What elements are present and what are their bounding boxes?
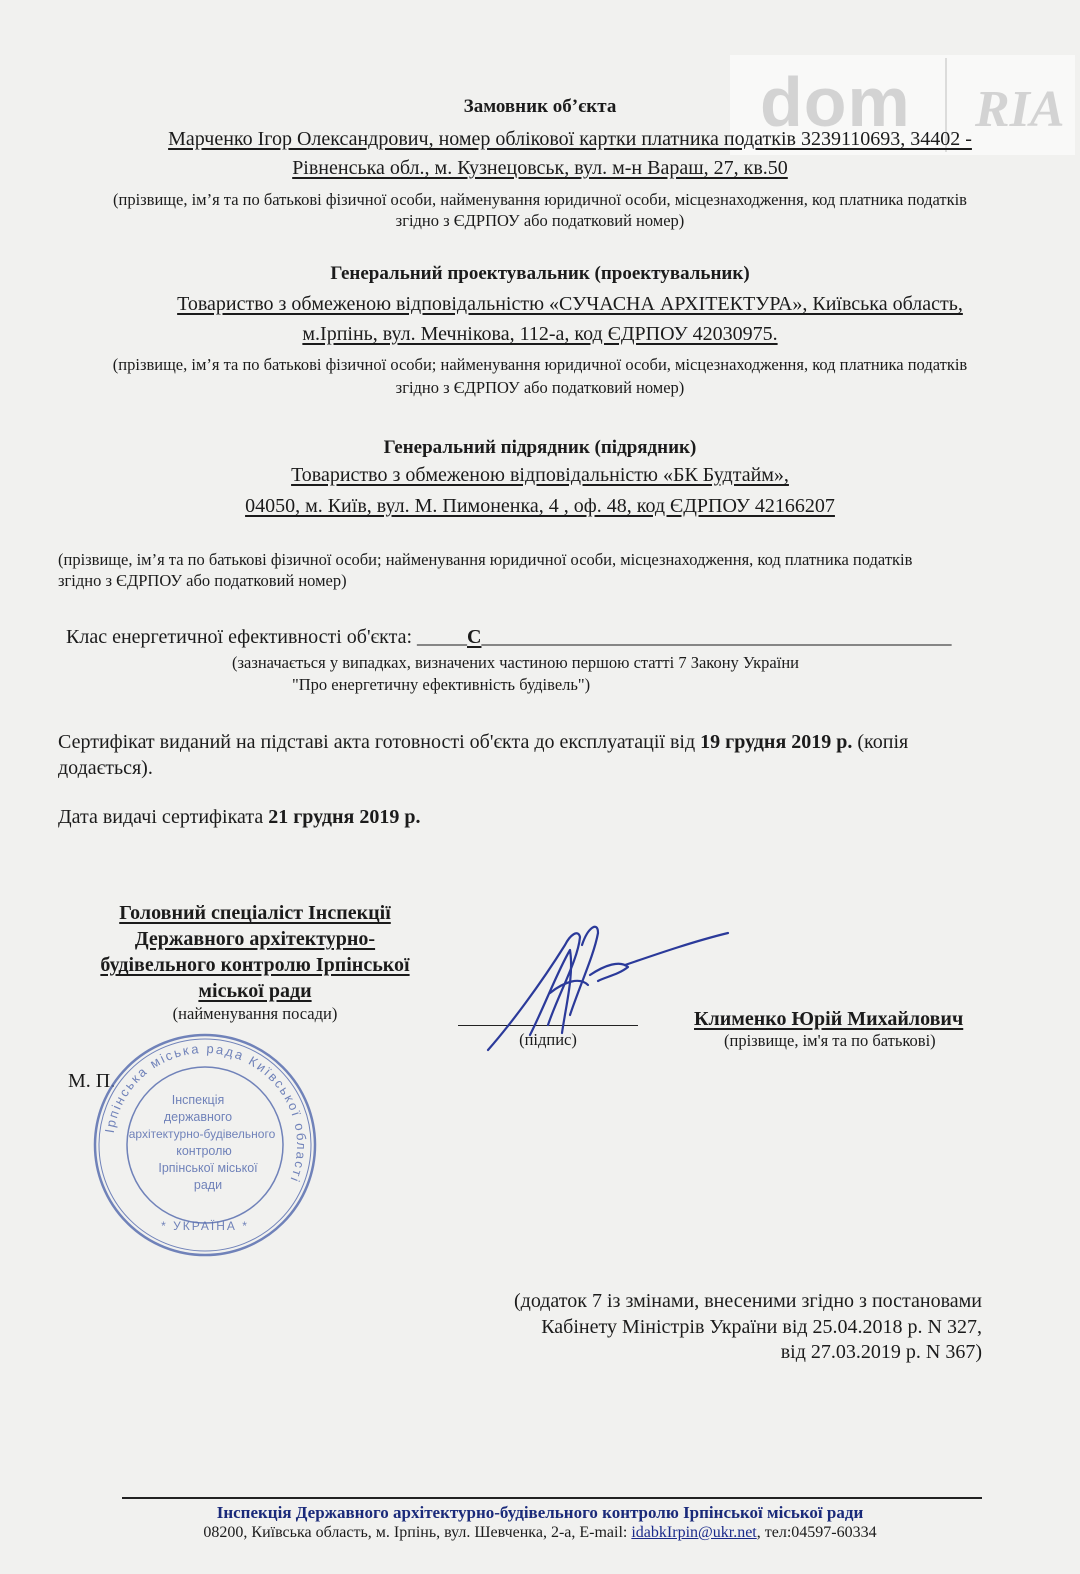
certificate-basis-tail: (копія <box>852 731 909 753</box>
handwritten-signature <box>470 915 740 1060</box>
certificate-basis-line1 <box>58 731 908 754</box>
appendix-line3: від 27.03.2019 р. N 367) <box>780 1341 982 1363</box>
stamp-center-line4: контролю <box>176 1144 232 1158</box>
certificate-basis-text: Сертифікат виданий на підставі акта готовності об'єкта до експлуатації від <box>58 731 701 753</box>
customer-line1: Марченко Ігор Олександрович, номер облікової картки платника податків 3239110693, 34402 - <box>168 128 972 150</box>
signatory-name-caption: (прізвище, ім'я та по батькові) <box>724 1031 936 1050</box>
stamp-center-line1: Інспекція <box>171 1093 225 1107</box>
contractor-note1: (прізвище, ім’я та по батькові фізичної особи; найменування юридичної особи, місцезнаходження, код платника податків <box>58 550 913 569</box>
energy-class-label: Клас енергетичної ефективності об'єкта: <box>66 626 413 648</box>
customer-note1: (прізвище, ім’я та по батькові фізичної особи, найменування юридичної особи, місцезнаходження, код платника податків <box>113 190 967 209</box>
watermark-ria-logo: RIA <box>975 81 1065 138</box>
contractor-line1: Товариство з обмеженою відповідальністю «БК Будтайм», <box>291 464 789 486</box>
energy-note1-text: (зазначається у випадках, визначених частиною першою статті 7 Закону України <box>232 653 800 672</box>
official-stamp <box>90 1030 320 1260</box>
signature-caption: (підпис) <box>519 1030 577 1049</box>
stamp-center-line2: державного <box>163 1110 233 1124</box>
issue-date-label: Дата видачі сертифіката <box>58 806 269 828</box>
footer-address: 08200, Київська область, м. Ірпінь, вул. Шевченка, 2-а, E-mail: <box>203 1524 632 1541</box>
signatory-name: Клименко Юрій Михайлович <box>694 1008 964 1030</box>
energy-class-value: С <box>467 626 482 648</box>
stamp-bottom-text: * УКРАЇНА * <box>161 1219 249 1233</box>
footer-phone: , тел:04597-60334 <box>756 1524 877 1541</box>
contractor-heading: Генеральний підрядник (підрядник) <box>383 437 697 458</box>
stamp-ring-text: Ірпінська міська рада Київської області <box>101 1040 310 1186</box>
designer-line1: Товариство з обмеженою відповідальністю «СУЧАСНА АРХІТЕКТУРА», Київська область, <box>177 293 963 315</box>
contractor-note2: згідно з ЄДРПОУ або податковий номер) <box>58 571 347 590</box>
contractor-line2: 04050, м. Київ, вул. М. Пимоненка, 4 , оф. 48, код ЄДРПОУ 42166207 <box>245 495 835 517</box>
appendix-line2: Кабінету Міністрів України від 25.04.2018 р. N 327, <box>541 1316 982 1338</box>
energy-class-row <box>66 626 951 649</box>
designer-note2: згідно з ЄДРПОУ або податковий номер) <box>395 378 685 397</box>
stamp-center-line6: ради <box>193 1178 223 1192</box>
issue-date-line <box>58 806 420 829</box>
customer-heading: Замовник об’єкта <box>463 96 617 117</box>
stamp-center-line3: архітектурно-будівельного <box>128 1127 276 1141</box>
energy-class-blank-after: _______________________________________________ <box>481 626 952 648</box>
footer-title: Інспекція Державного архітектурно-будівельного контролю Ірпінської міської ради <box>216 1503 864 1522</box>
designer-heading: Генеральний проектувальник (проектувальник) <box>330 263 750 284</box>
position-line3: будівельного контролю Ірпінської <box>100 954 410 976</box>
certificate-basis-line2: додається). <box>58 757 153 779</box>
designer-note1: (прізвище, ім’я та по батькові фізичної особи; найменування юридичної особи, місцезнаходження, код платника податків <box>112 355 968 374</box>
appendix-line1: (додаток 7 із змінами, внесеними згідно з постановами <box>514 1290 982 1312</box>
footer-divider <box>122 1497 982 1499</box>
customer-note2: згідно з ЄДРПОУ або податковий номер) <box>395 211 685 230</box>
issue-date-value: 21 грудня 2019 р. <box>268 806 421 828</box>
stamp-center-line5: Ірпінської міської <box>158 1161 258 1175</box>
energy-note1 <box>232 653 799 673</box>
footer-contacts <box>0 1524 1080 1542</box>
seal-place-label: М. П. <box>68 1070 116 1092</box>
position-caption: (найменування посади) <box>172 1004 338 1023</box>
energy-class-blank-before: _____ <box>417 626 468 648</box>
designer-line2: м.Ірпінь, вул. Мечнікова, 112-а, код ЄДРПОУ 42030975. <box>302 323 778 345</box>
customer-line2: Рівненська обл., м. Кузнецовськ, вул. м-н Вараш, 27, кв.50 <box>292 157 788 179</box>
certificate-act-date: 19 грудня 2019 р. <box>700 731 853 753</box>
footer-email-link[interactable]: idabkIrpin@ukr.net <box>631 1524 757 1541</box>
position-line4: міської ради <box>198 980 312 1002</box>
watermark-dom-logo: dom <box>760 63 911 141</box>
position-line2: Державного архітектурно- <box>134 928 376 950</box>
energy-note2: "Про енергетичну ефективність будівель") <box>292 675 591 694</box>
position-line1: Головний спеціаліст Інспекції <box>119 902 391 924</box>
